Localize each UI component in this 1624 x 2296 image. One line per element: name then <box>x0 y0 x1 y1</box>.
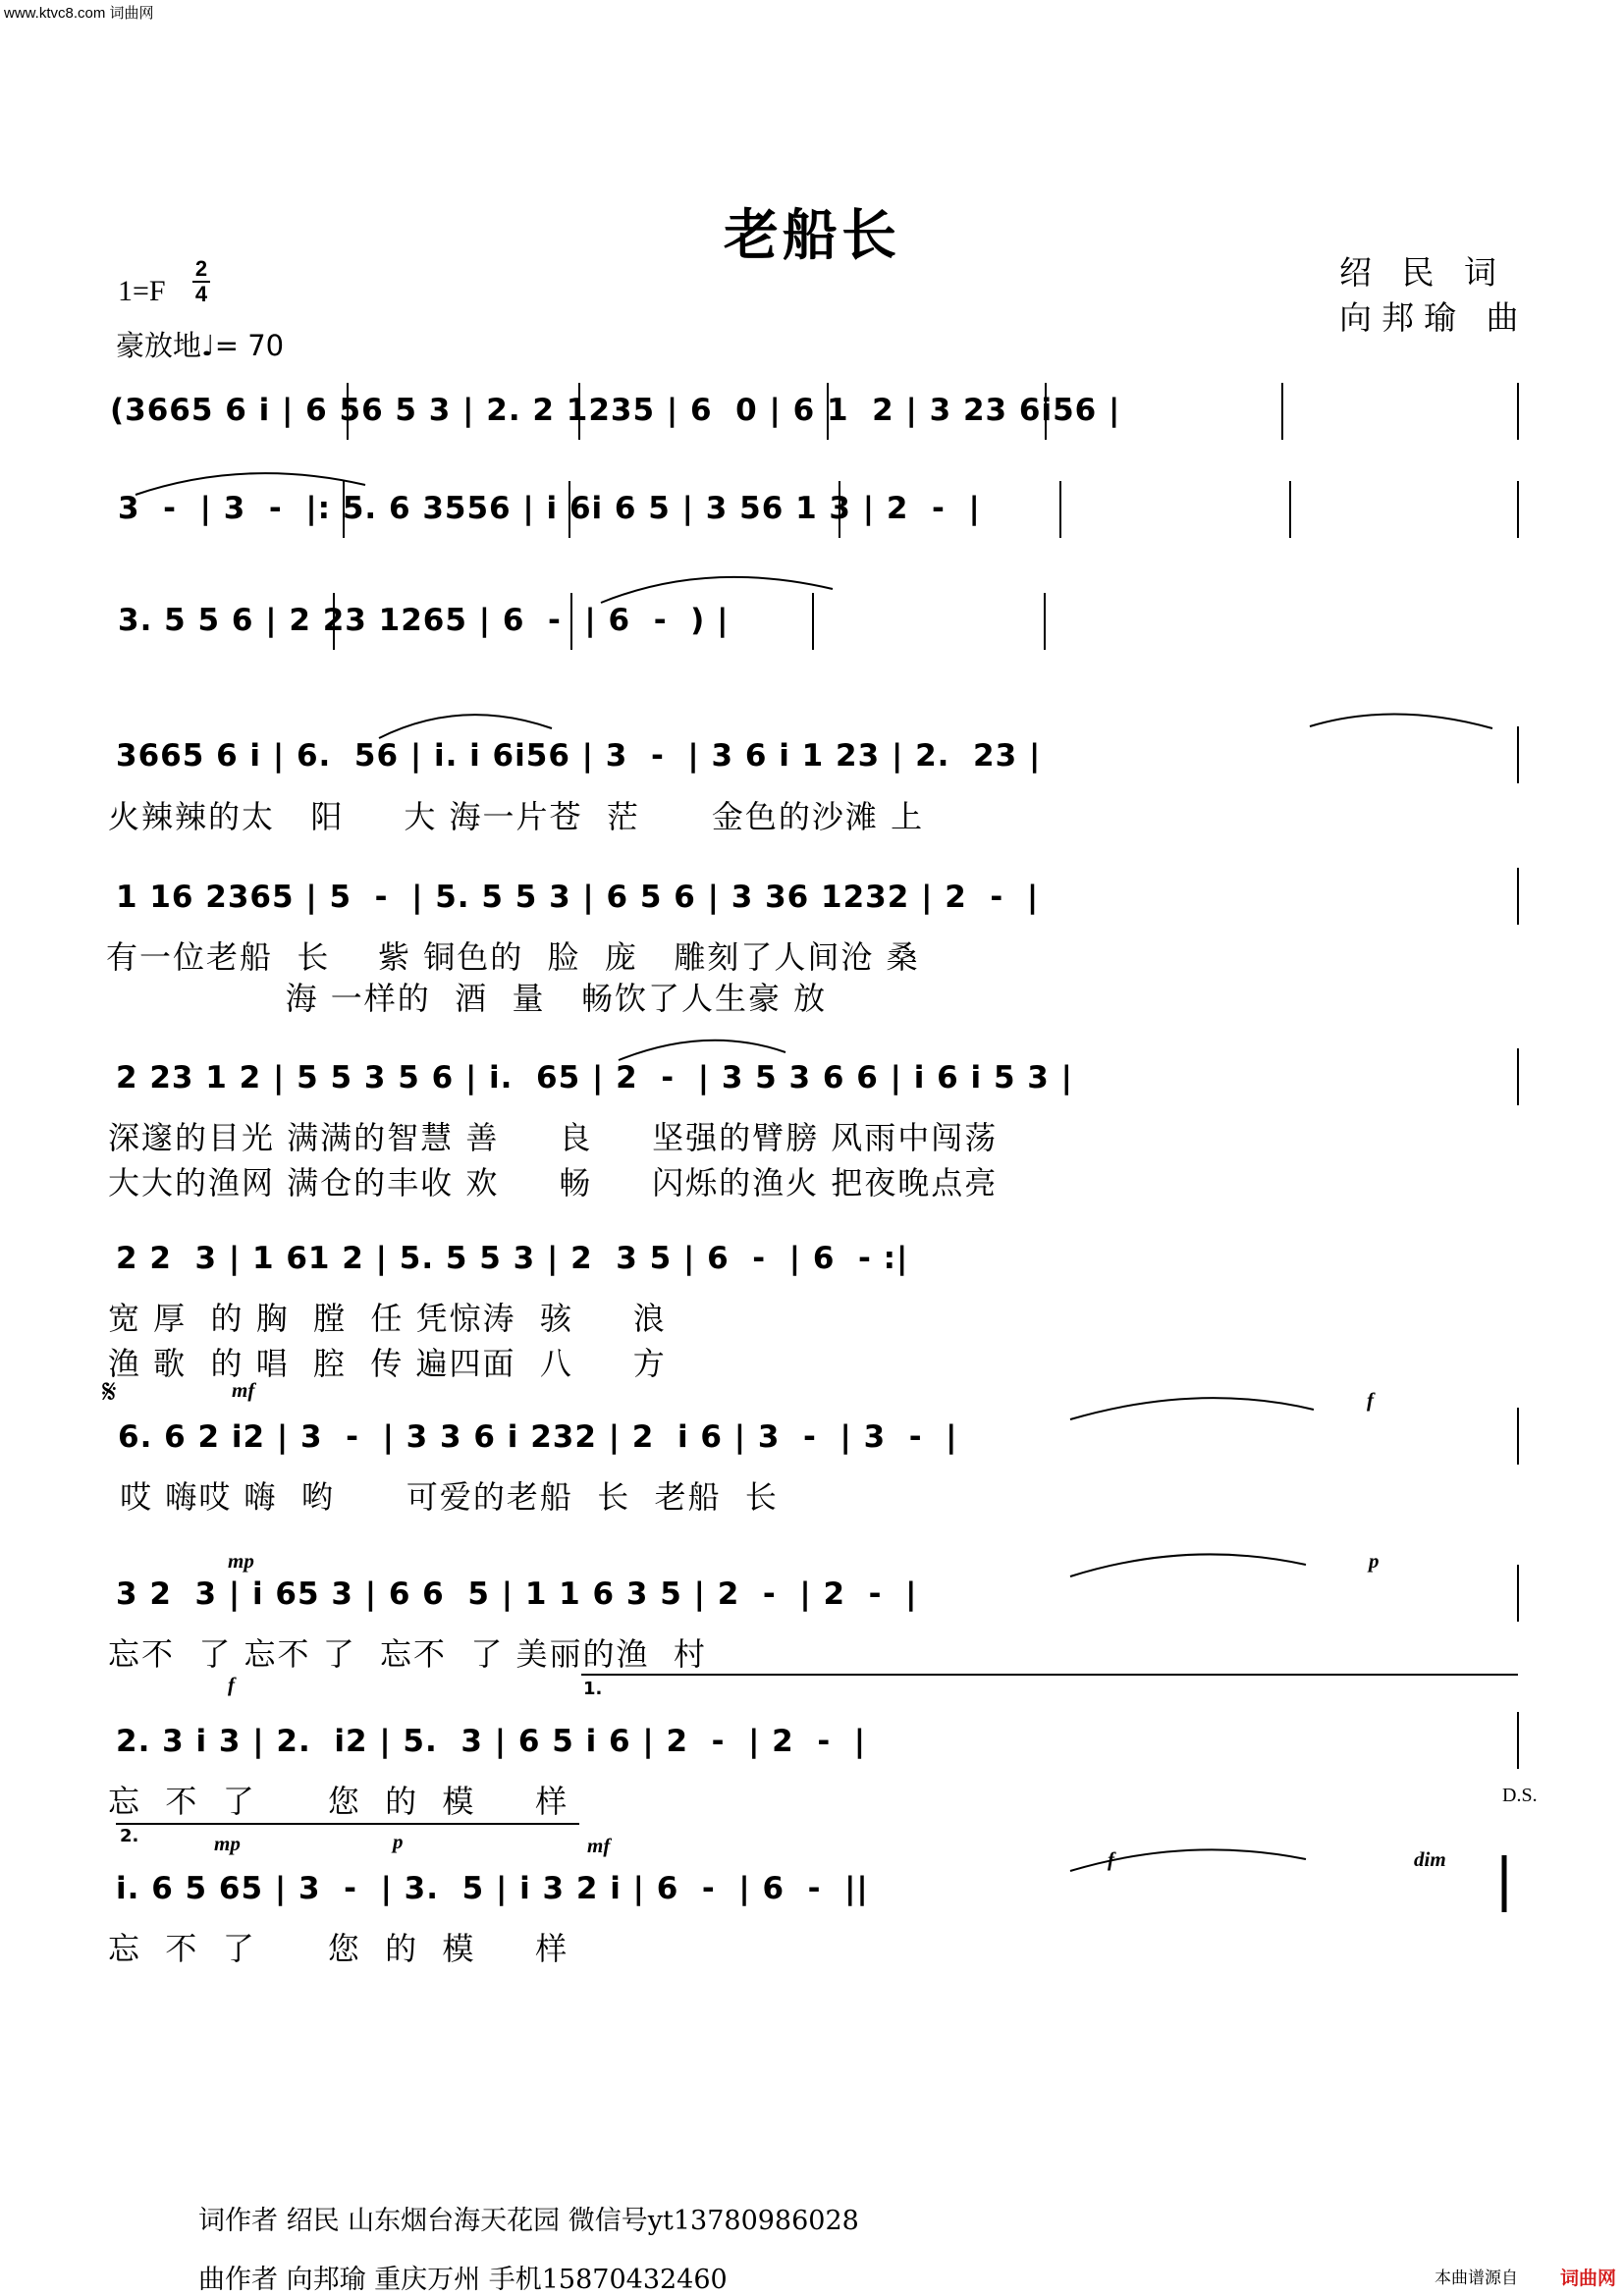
lyricist-credit: 绍 民 词 <box>1339 253 1506 292</box>
notation-line: 6. 6 2 i2 | 3 - | 3 3 6 i 232 | 2 i 6 | 3 - | 3 - | <box>118 1419 958 1455</box>
tempo-value: = 70 <box>214 329 285 362</box>
composer-credit: 向邦瑜 曲 <box>1339 298 1529 337</box>
composer-contact: 曲作者 向邦瑜 重庆万州 手机15870432460 <box>198 2265 728 2295</box>
bar-lines <box>334 383 1518 1769</box>
dynamic-mark: mp <box>228 1549 254 1573</box>
lyric-line-verse2: 渔 歌 的 唱 腔 传 遍四面 八 方 <box>108 1345 667 1382</box>
dynamic-mark: f <box>228 1673 235 1696</box>
dynamic-mark: f <box>1367 1388 1374 1412</box>
lyric-line: 哎 嗨哎 嗨 哟 可爱的老船 长 老船 长 <box>108 1478 779 1516</box>
lyric-line: 火辣辣的太 阳 大 海一片苍 茫 金色的沙滩 上 <box>108 798 925 835</box>
slurs <box>135 473 1492 1871</box>
time-signature-top: 2 <box>194 256 208 281</box>
dynamic-mark: p <box>1369 1549 1380 1573</box>
notation-line: (3665 6 i | 6 56 5 3 | 2. 2 1235 | 6 0 | 6 1 2 | 3 23 6i56 | <box>110 393 1121 428</box>
dynamic-mark: mp <box>214 1832 241 1855</box>
tempo-word: 豪放地 <box>116 329 202 362</box>
time-signature-bottom: 4 <box>194 282 208 306</box>
song-title: 老船长 <box>724 203 900 268</box>
dynamic-mark: mf <box>587 1834 611 1857</box>
dynamic-mark: mf <box>232 1378 255 1402</box>
lyric-line: 深邃的目光 满满的智慧 善 良 坚强的臂膀 风雨中闯荡 <box>108 1119 999 1156</box>
quarter-note-icon: ♩ <box>201 329 215 362</box>
notation-line: 2. 3 i 3 | 2. i2 | 5. 3 | 6 5 i 6 | 2 - | 2 - | <box>116 1724 867 1759</box>
lyricist-contact: 词作者 绍民 山东烟台海天花园 微信号yt13780986028 <box>198 2206 859 2236</box>
lyric-line-verse2: 海 一样的 酒 量 畅饮了人生豪 放 <box>106 980 828 1017</box>
dal-segno-mark: D.S. <box>1502 1785 1538 1806</box>
dynamic-mark: f <box>1108 1847 1114 1871</box>
brand-logo: 词曲网 <box>1559 2268 1616 2289</box>
site-watermark: www.ktvc8.com 词曲网 <box>4 5 154 22</box>
source-note: 本曲谱源自 <box>1435 2269 1518 2288</box>
lyric-line: 宽 厚 的 胸 膛 任 凭惊涛 骇 浪 <box>108 1300 667 1337</box>
first-ending-label: 1. <box>583 1679 603 1699</box>
notation-line: 1 16 2365 | 5 - | 5. 5 5 3 | 6 5 6 | 3 36 1232 | 2 - | <box>116 880 1040 915</box>
second-ending-label: 2. <box>120 1826 139 1846</box>
notation-line: 3 2 3 | i 65 3 | 6 6 5 | 1 1 6 3 5 | 2 - | 2 - | <box>116 1576 918 1612</box>
lyric-line-verse2: 大大的渔网 满仓的丰收 欢 畅 闪烁的渔火 把夜晚点亮 <box>108 1164 999 1201</box>
segno-sign: 𝄋 <box>102 1372 117 1412</box>
notation-line: 2 23 1 2 | 5 5 3 5 6 | i. 65 | 2 - | 3 5 3 6 6 | i 6 i 5 3 | <box>116 1060 1073 1095</box>
notation-line: 3 - | 3 - |: 5. 6 3556 | i 6i 6 5 | 3 56 1 3 | 2 - | <box>118 491 981 526</box>
key-signature: 1=F <box>118 275 166 307</box>
lyric-line: 忘 不 了 您 的 模 样 <box>108 1930 569 1967</box>
notation-line: 3. 5 5 6 | 2 23 1265 | 6 - | 6 - ) | <box>118 603 730 638</box>
notation-line: 2 2 3 | 1 61 2 | 5. 5 5 3 | 2 3 5 | 6 - | 6 - :| <box>116 1241 909 1276</box>
lyric-line: 忘不 了 忘不 了 忘不 了 美丽的渔 村 <box>108 1635 707 1673</box>
notation-line: 3665 6 i | 6. 56 | i. i 6i56 | 3 - | 3 6 i 1 23 | 2. 23 | <box>116 738 1042 774</box>
lyric-line: 有一位老船 长 紫 铜色的 脸 庞 雕刻了人间沧 桑 <box>106 938 920 976</box>
dynamic-mark: p <box>393 1830 404 1853</box>
notation-line: i. 6 5 65 | 3 - | 3. 5 | i 3 2 i | 6 - | 6 - || <box>116 1871 869 1906</box>
dynamic-mark: dim <box>1414 1847 1446 1871</box>
lyric-line: 忘 不 了 您 的 模 样 <box>108 1783 569 1820</box>
